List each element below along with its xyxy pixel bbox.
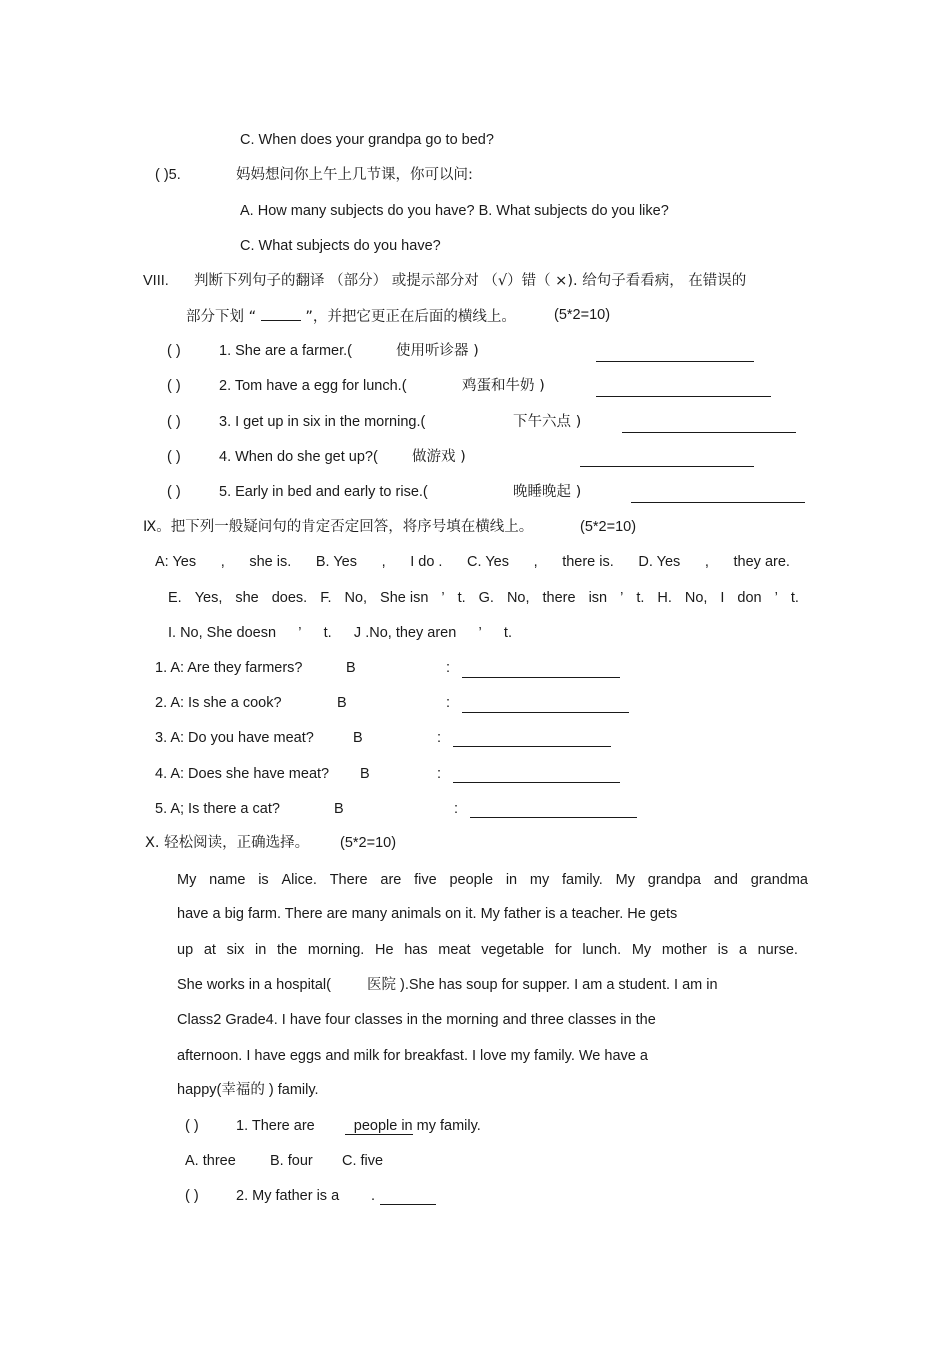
q8-item-4-answer-blank[interactable] <box>580 466 754 467</box>
q10-item-1-option-c: C. five <box>342 1153 384 1169</box>
passage-line-2: have a big farm. There are many animals on it. My father is a teacher. He gets <box>177 906 678 922</box>
q9-question-5-answer-blank[interactable] <box>470 817 637 818</box>
passage-word: My <box>177 872 197 888</box>
instruction-line2-part-b: ”，并把它更正在后面的横线上。 <box>305 309 516 325</box>
section-8-score: (5*2=10) <box>554 307 611 323</box>
q9-question-3-colon: : <box>437 730 442 746</box>
option-token: , <box>533 554 538 570</box>
option-token: ’ <box>620 590 624 606</box>
option-token: I <box>720 590 725 606</box>
q9-question-5-colon: : <box>454 801 459 817</box>
passage-word: name <box>209 872 246 888</box>
q9-question-4-b: B <box>360 766 370 782</box>
q7-item5-number: ( )5. <box>155 167 181 183</box>
q8-item-2-hint: 鸡蛋和牛奶 ) <box>462 378 545 394</box>
option-token: , <box>381 554 386 570</box>
option-token: t. <box>457 590 466 606</box>
passage-word: family. <box>562 872 603 888</box>
section-9-options-row3 <box>168 624 512 642</box>
passage-word: lunch. <box>582 942 622 958</box>
instruction-line2-part-a: 部分下划 “ <box>186 309 257 325</box>
section-8-numeral: VIII. <box>143 273 169 289</box>
q8-item-1-paren: ( ) <box>167 343 181 359</box>
option-token: A: Yes <box>155 554 197 570</box>
q8-item-5-paren: ( ) <box>167 484 181 500</box>
option-token: t. <box>636 590 645 606</box>
q8-item-3-answer-blank[interactable] <box>622 432 796 433</box>
passage-word: vegetable <box>481 942 545 958</box>
option-token: H. <box>657 590 672 606</box>
passage-word: a <box>738 942 747 958</box>
option-token: isn <box>588 590 608 606</box>
passage-word: is <box>717 942 729 958</box>
section-10-title: Ⅹ. 轻松阅读，正确选择。 <box>145 835 310 851</box>
q9-question-1-colon: : <box>446 660 451 676</box>
option-token: t. <box>503 625 512 641</box>
q8-item-5-text: 5. Early in bed and early to rise.( <box>219 484 428 500</box>
q8-item-2-paren: ( ) <box>167 378 181 394</box>
passage-word: He <box>374 942 394 958</box>
q10-item-1-option-b: B. four <box>270 1153 313 1169</box>
option-token: ’ <box>441 590 445 606</box>
option-token: , <box>704 554 709 570</box>
option-token: there <box>542 590 576 606</box>
passage-line-5: Class2 Grade4. I have four classes in the morning and three classes in the <box>177 1012 656 1028</box>
option-token: I. No, She doesn <box>168 625 277 641</box>
option-token: I do . <box>410 554 443 570</box>
option-token: ’ <box>478 625 482 641</box>
q8-item-2-text: 2. Tom have a egg for lunch.( <box>219 378 407 394</box>
q10-item-2-period: . <box>371 1188 376 1204</box>
q8-item-1-answer-blank[interactable] <box>596 361 754 362</box>
option-token: ’ <box>774 590 778 606</box>
passage-word: is <box>258 872 269 888</box>
q10-item-2-text: 2. My father is a <box>236 1188 340 1204</box>
passage-hint-hospital: 医院 <box>366 977 396 993</box>
passage-word: the <box>277 942 298 958</box>
passage-fragment: ).She has soup for supper. I am a student. I am in <box>400 977 718 993</box>
option-token: E. <box>168 590 182 606</box>
q7-item5-prompt: 妈妈想问你上午上几节课，你可以问: <box>236 167 473 183</box>
option-token: F. <box>320 590 332 606</box>
section-8-instruction-line1: 判断下列句子的翻译 （部分） 或提示部分对 （√）错（ ×). 给句子看看病， 在错误的 <box>194 273 747 289</box>
q8-item-5-hint: 晚睡晚起 ) <box>513 484 582 500</box>
passage-line-4 <box>177 976 718 994</box>
passage-word: people <box>449 872 494 888</box>
option-token: No, <box>684 590 708 606</box>
q8-item-3-paren: ( ) <box>167 414 181 430</box>
q7-item4-option-c: C. When does your grandpa go to bed? <box>240 132 494 148</box>
passage-word: my <box>529 872 550 888</box>
passage-word: morning. <box>307 942 365 958</box>
passage-word: meat <box>438 942 471 958</box>
q8-item-4-paren: ( ) <box>167 449 181 465</box>
q9-question-4-colon: : <box>437 766 442 782</box>
passage-word: My <box>615 872 635 888</box>
passage-word: for <box>554 942 572 958</box>
q8-item-3-hint: 下午六点 ) <box>513 414 582 430</box>
option-token: C. Yes <box>467 554 509 570</box>
passage-word: grandpa <box>647 872 701 888</box>
q8-item-1-text: 1. She are a farmer.( <box>219 343 352 359</box>
q8-item-3-text: 3. I get up in six in the morning.( <box>219 414 426 430</box>
option-token: Yes, <box>194 590 223 606</box>
passage-word: mother <box>661 942 707 958</box>
q9-question-2-b: B <box>337 695 347 711</box>
q9-question-1-answer-blank[interactable] <box>462 677 620 678</box>
passage-word: nurse. <box>757 942 798 958</box>
q8-item-5-answer-blank[interactable] <box>631 502 805 503</box>
passage-word: up <box>177 942 194 958</box>
q9-question-5-b: B <box>334 801 344 817</box>
section-9-title: Ⅸ。把下列一般疑问句的肯定否定回答，将序号填在横线上。 <box>143 519 534 535</box>
passage-line-6: afternoon. I have eggs and milk for breakfast. I love my family. We have a <box>177 1048 648 1064</box>
q9-question-3: 3. A: Do you have meat? <box>155 730 314 746</box>
q9-question-2: 2. A: Is she a cook? <box>155 695 282 711</box>
q10-item-1-option-a: A. three <box>185 1153 236 1169</box>
option-token: they are. <box>733 554 790 570</box>
underline-sample <box>261 306 301 321</box>
passage-word: Alice. <box>281 872 317 888</box>
passage-hint-happy: 幸福的 <box>221 1082 265 1098</box>
passage-word: My <box>631 942 652 958</box>
passage-word: five <box>414 872 437 888</box>
q9-question-3-b: B <box>353 730 363 746</box>
passage-word: has <box>404 942 428 958</box>
q10-item-1-paren: ( ) <box>185 1118 199 1134</box>
option-token: ’ <box>298 625 302 641</box>
option-token: t. <box>790 590 799 606</box>
option-token: she is. <box>249 554 292 570</box>
q8-item-2-answer-blank[interactable] <box>596 396 771 397</box>
q10-item-2-answer-blank[interactable] <box>380 1204 436 1205</box>
option-token: t. <box>323 625 332 641</box>
passage-fragment: She works in a hospital( <box>177 977 331 993</box>
passage-word: and <box>713 872 738 888</box>
option-token: No, <box>344 590 368 606</box>
passage-word: are <box>380 872 402 888</box>
passage-word: in <box>505 872 518 888</box>
q8-item-4-text: 4. When do she get up?( <box>219 449 378 465</box>
passage-word: grandma <box>750 872 808 888</box>
passage-word: six <box>226 942 245 958</box>
passage-line-7 <box>177 1081 319 1099</box>
question-fragment: my family. <box>416 1118 481 1134</box>
section-9-options-row2 <box>168 589 799 607</box>
option-token: D. Yes <box>638 554 681 570</box>
passage-fragment: ) family. <box>268 1082 319 1098</box>
q8-item-1-hint: 使用听诊器 ) <box>396 343 479 359</box>
passage-line-1 <box>177 871 808 889</box>
option-token: , <box>220 554 225 570</box>
underlined-blank[interactable]: people in <box>345 1118 413 1135</box>
question-fragment: 1. There are <box>236 1118 315 1134</box>
passage-word: in <box>255 942 267 958</box>
q9-question-2-colon: : <box>446 695 451 711</box>
q7-item5-option-c: C. What subjects do you have? <box>240 238 441 254</box>
section-9-options-row1 <box>155 553 790 571</box>
q8-item-4-hint: 做游戏 ) <box>412 449 466 465</box>
q9-question-3-answer-blank[interactable] <box>453 746 611 747</box>
option-token: No, <box>506 590 530 606</box>
passage-word: There <box>329 872 368 888</box>
q7-item5-option-a-b: A. How many subjects do you have? B. What subjects do you like? <box>240 203 669 219</box>
option-token: don <box>737 590 762 606</box>
option-token: G. <box>478 590 494 606</box>
section-10-score: (5*2=10) <box>340 835 397 851</box>
option-token: B. Yes <box>315 554 357 570</box>
option-token: there is. <box>562 554 614 570</box>
section-8-instruction-line2 <box>186 306 516 326</box>
q9-question-5: 5. A; Is there a cat? <box>155 801 280 817</box>
q9-question-2-answer-blank[interactable] <box>462 712 629 713</box>
option-token: she <box>235 590 259 606</box>
section-9-score: (5*2=10) <box>580 519 637 535</box>
q9-question-4-answer-blank[interactable] <box>453 782 620 783</box>
passage-word: at <box>203 942 216 958</box>
q9-question-1: 1. A: Are they farmers? <box>155 660 303 676</box>
option-token: J .No, they aren <box>353 625 457 641</box>
option-token: does. <box>271 590 308 606</box>
q9-question-4: 4. A: Does she have meat? <box>155 766 330 782</box>
passage-fragment: happy( <box>177 1082 222 1098</box>
q10-item-1-text <box>236 1117 481 1135</box>
option-token: She isn <box>380 590 429 606</box>
q10-item-2-paren: ( ) <box>185 1188 199 1204</box>
passage-line-3 <box>177 941 798 959</box>
q9-question-1-b: B <box>346 660 356 676</box>
